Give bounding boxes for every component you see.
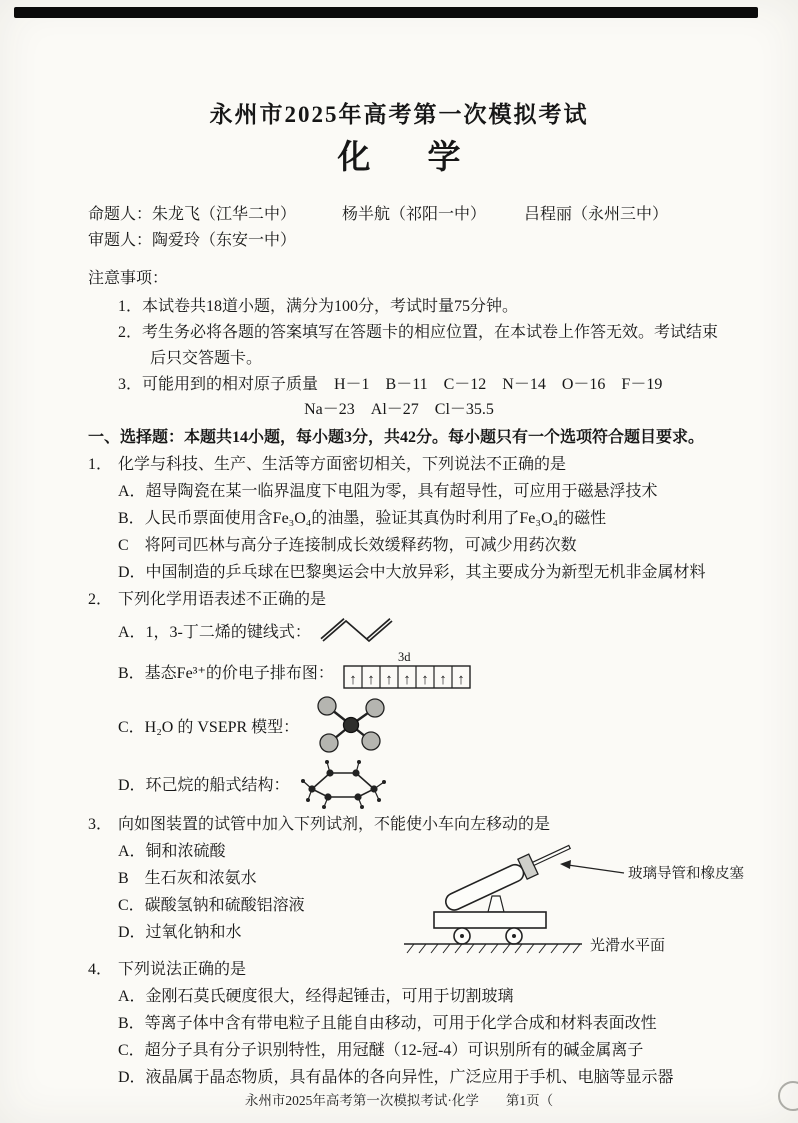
svg-text:↑: ↑ [367,672,375,688]
exam-title: 永州市2025年高考第一次模拟考试 [209,102,589,127]
question-3-option-b: B 生石灰和浓氨水 [118,870,257,887]
option-c-text: C．H₂O 的 VSEPR 模型： [118,718,300,736]
option-d-text: D．环己烷的船式结构： [118,776,290,794]
notice-item-1: 1．本试卷共18道小题，满分为100分，考试时量75分钟。 [118,298,519,315]
question-2 [0,586,798,811]
svg-text:↑: ↑ [349,672,357,688]
section-1-header: 一、选择题：本题共14小题，每小题3分，共42分。每小题只有一个选项符合题目要求。 [88,429,705,446]
notice-item-3: 3．可能用到的相对原子质量 H－1 B－11 C－12 N－14 O－16 F－19 [118,376,663,393]
glass-tube-stopper-label: 玻璃导管和橡皮塞 [628,866,744,882]
question-1-option-b: B．人民币票面使用含Fe₃O₄的油墨，验证其真伪时利用了Fe₃O₄的磁性 [118,510,607,527]
question-1-option-a: A．超导陶瓷在某一临界温度下电阻为零，具有超导性，可应用于磁悬浮技术 [118,483,658,500]
question-1-option-c: C 将阿司匹林与高分子连接制成长效缓释药物，可减少用药次数 [118,537,577,554]
question-2-option-c [118,695,798,755]
question-3-option-d: D．过氧化钠和水 [118,924,242,941]
question-2-stem: 下列化学用语表述不正确的是 [118,591,327,608]
orbital-3d-label: 3d [397,650,411,664]
question-3-option-a: A．铜和浓硫酸 [118,843,226,860]
boat-conformation-diagram [298,755,398,811]
cart-apparatus-diagram [402,838,777,960]
question-4-stem: 下列说法正确的是 [118,961,247,978]
svg-text:↑: ↑ [385,672,393,688]
setter-name-1: 朱龙飞（江华二中） [152,206,297,223]
svg-text:↑: ↑ [439,672,447,688]
subject-title: 化 学 [337,140,473,176]
question-4-option-b: B．等离子体中含有带电粒子且能自由移动，可用于化学合成和材料表面改性 [118,1015,657,1032]
svg-text:↑: ↑ [457,672,465,688]
scan-top-bar [14,7,758,18]
vsepr-model-diagram [307,694,395,756]
question-3 [0,811,798,956]
notice-title: 注意事项： [88,270,169,287]
page-footer: 永州市2025年高考第一次模拟考试·化学 第1页（ [244,1093,554,1108]
question-4-option-a: A．金刚石莫氏硬度很大，经得起锤击，可用于切割玻璃 [118,988,514,1005]
reviewers-row [88,228,798,254]
option-a-text: A．1，3-丁二烯的键线式： [118,623,311,641]
option-b-text: B．基态Fe³⁺的价电子排布图： [118,664,334,682]
question-2-option-d [118,755,798,811]
smooth-surface-label: 光滑水平面 [590,938,666,954]
setter-name-2: 杨半航（祁阳一中） [342,206,487,223]
question-3-number: 3． [88,816,113,833]
setter-label: 命题人： [88,206,153,223]
svg-text:↑: ↑ [421,672,429,688]
question-3-option-c: C．碳酸氢钠和硫酸铝溶液 [118,897,305,914]
question-1-stem: 化学与科技、生产、生活等方面密切相关，下列说法不正确的是 [118,456,567,473]
question-2-option-a [118,613,798,647]
question-4-option-d: D．液晶属于晶态物质，具有晶体的各向异性，广泛应用于手机、电脑等显示器 [118,1069,674,1086]
reviewer-name: 陶爱玲（东安一中） [152,232,297,249]
question-4-number: 4． [88,961,113,978]
atomic-masses-line-2: Na－23 Al－27 Cl－35.5 [304,401,494,418]
notice-item-2: 2．考生务必将各题的答案填写在答题卡的相应位置，在本试卷上作答无效。考试结束 [118,324,719,341]
setter-name-3: 吕程丽（永州三中） [524,206,669,223]
question-4-option-c: C．超分子具有分子识别特性，用冠醚（12-冠-4）可识别所有的碱金属离子 [118,1042,644,1059]
question-1 [0,451,798,586]
reviewer-label: 审题人： [88,232,153,249]
notice-item-2-continued: 后只交答题卡。 [150,350,263,367]
setters-row [88,202,798,228]
bond-line-structure-diagram [319,615,405,645]
electron-orbital-diagram [342,649,476,693]
question-3-stem: 向如图装置的试管中加入下列试剂，不能使小车向左移动的是 [118,816,551,833]
svg-text:↑: ↑ [403,672,411,688]
question-2-option-b [118,647,798,695]
question-2-number: 2． [88,591,113,608]
question-4 [0,956,798,1091]
question-1-option-d: D．中国制造的乒乓球在巴黎奥运会中大放异彩，其主要成分为新型无机非金属材料 [118,564,706,581]
question-1-number: 1． [88,456,113,473]
